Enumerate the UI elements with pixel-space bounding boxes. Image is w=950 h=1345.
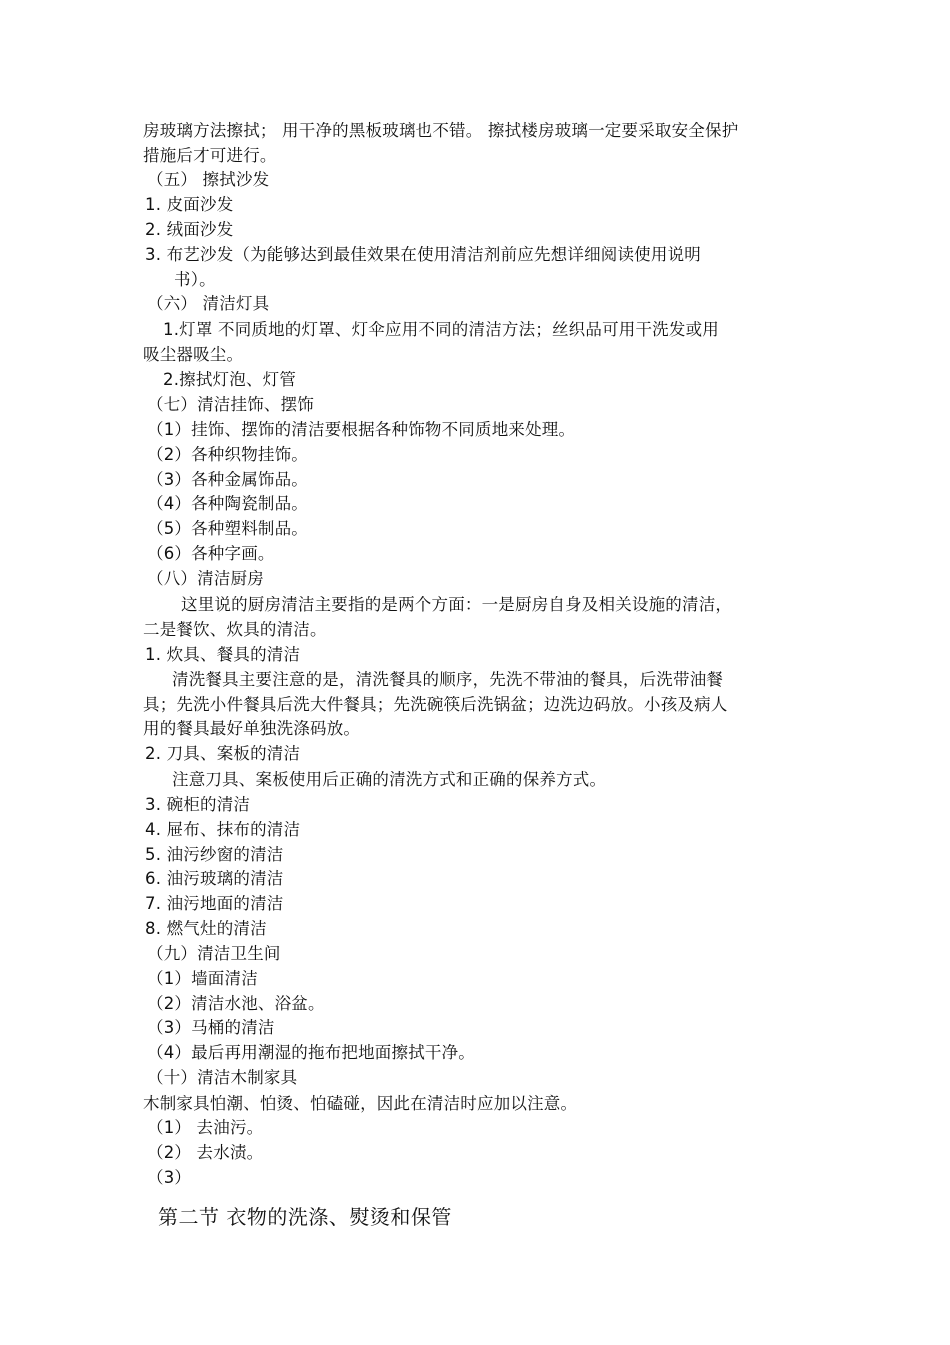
text-line: 木制家具怕潮、怕烫、怕磕碰，因此在清洁时应加以注意。 <box>143 1094 578 1113</box>
text-line: 具；先洗小件餐具后洗大件餐具；先洗碗筷后洗锅盆；边洗边码放。小孩及病人 <box>143 695 728 714</box>
text-line: 房玻璃方法擦拭； 用干净的黑板玻璃也不错。 擦拭楼房玻璃一定要采取安全保护 <box>143 121 739 140</box>
text-line: 用的餐具最好单独洗涤码放。 <box>143 719 361 738</box>
list-item: 2. 绒面沙发 <box>145 220 234 239</box>
list-item: （3）马桶的清洁 <box>147 1018 275 1037</box>
list-item: （1） 去油污。 <box>147 1118 264 1137</box>
list-item: （1）挂饰、摆饰的清洁要根据各种饰物不同质地来处理。 <box>147 420 576 439</box>
list-item: 1.灯罩 不同质地的灯罩、灯伞应用不同的清洁方法；丝织品可用干洗发或用 <box>163 320 719 339</box>
list-item: 4. 屉布、抹布的清洁 <box>145 820 301 839</box>
list-item: 2. 刀具、案板的清洁 <box>145 744 301 763</box>
list-item: 1. 皮面沙发 <box>145 195 234 214</box>
list-item: （3） <box>147 1168 192 1187</box>
text-line: 措施后才可进行。 <box>143 146 277 165</box>
list-item: 5. 油污纱窗的清洁 <box>145 845 284 864</box>
list-item: 1. 炊具、餐具的清洁 <box>145 645 301 664</box>
list-item: 8. 燃气灶的清洁 <box>145 919 267 938</box>
list-item: 6. 油污玻璃的清洁 <box>145 869 284 888</box>
section-heading-7: （七）清洁挂饰、摆饰 <box>147 395 314 414</box>
list-item: （5）各种塑料制品。 <box>147 519 308 538</box>
section-heading-10: （十）清洁木制家具 <box>147 1068 298 1087</box>
section-heading-8: （八）清洁厨房 <box>147 569 264 588</box>
list-item: （3）各种金属饰品。 <box>147 470 308 489</box>
text-line: 二是餐饮、炊具的清洁。 <box>143 620 327 639</box>
list-item: 3. 碗柜的清洁 <box>145 795 251 814</box>
text-line: 清洗餐具主要注意的是，清洗餐具的顺序，先洗不带油的餐具，后洗带油餐 <box>172 670 724 689</box>
text-line: 吸尘器吸尘。 <box>143 345 244 364</box>
text-line: 这里说的厨房清洁主要指的是两个方面：一是厨房自身及相关设施的清洁， <box>181 595 733 614</box>
text-line: 注意刀具、案板使用后正确的清洗方式和正确的保养方式。 <box>172 770 607 789</box>
list-item: 7. 油污地面的清洁 <box>145 894 284 913</box>
list-item: 2.擦拭灯泡、灯管 <box>163 370 297 389</box>
text-line: 书）。 <box>174 270 216 289</box>
section-heading-5: （五） 擦拭沙发 <box>147 170 270 189</box>
section-heading-6: （六） 清洁灯具 <box>147 294 270 313</box>
list-item: 3. 布艺沙发（为能够达到最佳效果在使用清洁剂前应先想详细阅读使用说明 <box>145 245 701 264</box>
section-heading-9: （九）清洁卫生间 <box>147 944 281 963</box>
list-item: （2） 去水渍。 <box>147 1143 264 1162</box>
list-item: （6）各种字画。 <box>147 544 275 563</box>
list-item: （4）最后再用潮湿的拖布把地面擦拭干净。 <box>147 1043 475 1062</box>
list-item: （1）墙面清洁 <box>147 969 258 988</box>
list-item: （4）各种陶瓷制品。 <box>147 494 308 513</box>
chapter-section-heading: 第二节 衣物的洗涤、熨烫和保管 <box>158 1205 452 1229</box>
list-item: （2）各种织物挂饰。 <box>147 445 308 464</box>
list-item: （2）清洁水池、浴盆。 <box>147 994 325 1013</box>
